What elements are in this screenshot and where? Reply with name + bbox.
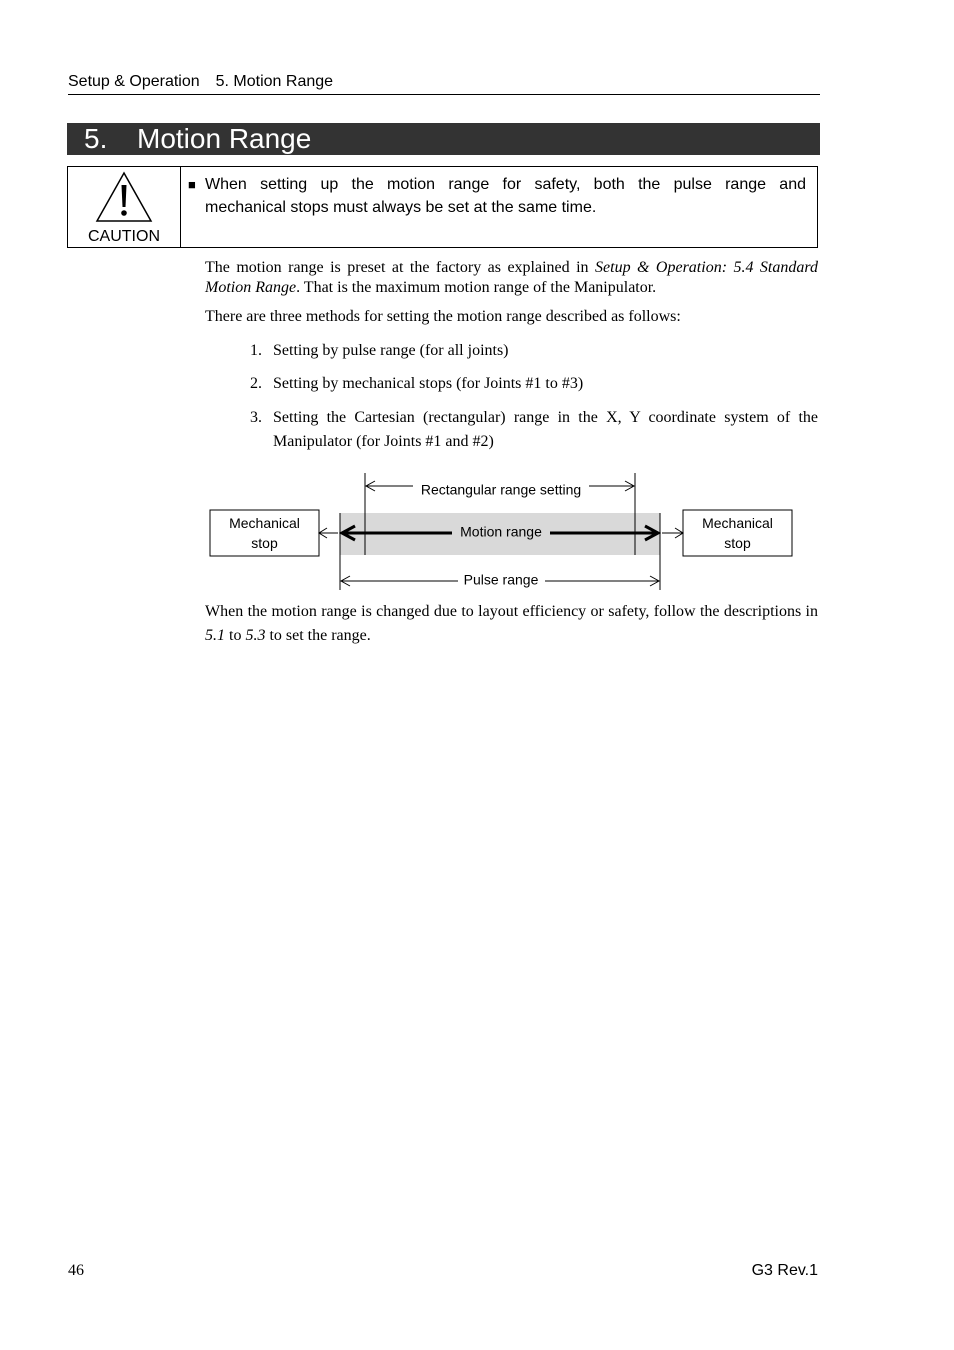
list-item-number: 2.: [250, 375, 262, 392]
list-item-text: Setting by mechanical stops (for Joints #1 to #3): [273, 375, 584, 392]
mechanical-stop-left-line1: Mechanical: [229, 515, 300, 531]
caution-label: CAUTION: [88, 228, 160, 245]
caution-text: [188, 173, 806, 219]
closing-text-mid: to: [225, 627, 246, 644]
header-chapter: 5. Motion Range: [215, 73, 334, 90]
document-revision: G3 Rev.1: [751, 1262, 818, 1279]
intro-reference: Setup & Operation: 5.4 Standard Motion Range: [205, 259, 819, 296]
list-item: [250, 339, 818, 363]
running-header: [68, 72, 820, 95]
list-item: [250, 406, 818, 454]
list-item-text: Setting the Cartesian (rectangular) range in the X, Y coordinate system of the Manipulator (for Joints #1 and #2): [273, 409, 818, 450]
caution-text-line2: mechanical stops must always be set at the same time.: [205, 199, 597, 216]
mechanical-stop-right-line1: Mechanical: [702, 515, 773, 531]
list-item-text: Setting by pulse range (for all joints): [273, 342, 509, 359]
header-section: Setup & Operation: [68, 73, 200, 90]
list-item-number: 1.: [250, 342, 262, 359]
intro-text: The motion range is preset at the factory as explained in: [205, 259, 596, 276]
caution-text-line1: When setting up the motion range for safety, both the pulse range and: [205, 176, 806, 193]
list-item: [250, 372, 818, 396]
intro-text-end: . That is the maximum motion range of the Manipulator.: [296, 279, 657, 296]
list-item-number: 3.: [250, 409, 262, 426]
motion-range-label: Motion range: [460, 523, 542, 540]
chapter-title: Motion Range: [137, 123, 312, 154]
closing-ref-1: 5.1: [205, 627, 225, 644]
pulse-range-label: Pulse range: [463, 571, 539, 588]
rect-range-label: Rectangular range setting: [420, 481, 582, 498]
chapter-title-bar: [67, 123, 820, 155]
closing-text-end: to set the range.: [265, 627, 371, 644]
closing-text: When the motion range is changed due to layout efficiency or safety, follow the descriptions in: [205, 603, 818, 620]
square-bullet-icon: ■: [188, 177, 196, 192]
motion-range-diagram: [205, 470, 805, 595]
caution-icon-cell: [68, 167, 181, 247]
intro-paragraph-1: [205, 258, 818, 298]
chapter-number: 5.: [84, 123, 108, 154]
mechanical-stop-right-line2: stop: [724, 535, 751, 551]
mechanical-stop-left-line2: stop: [251, 535, 278, 551]
warning-triangle-icon: [95, 171, 153, 223]
page-number: 46: [68, 1262, 84, 1279]
intro-paragraph-2: There are three methods for setting the motion range described as follows:: [205, 308, 681, 325]
caution-box: [67, 166, 818, 248]
closing-ref-2: 5.3: [245, 627, 266, 644]
closing-paragraph: [205, 600, 818, 648]
